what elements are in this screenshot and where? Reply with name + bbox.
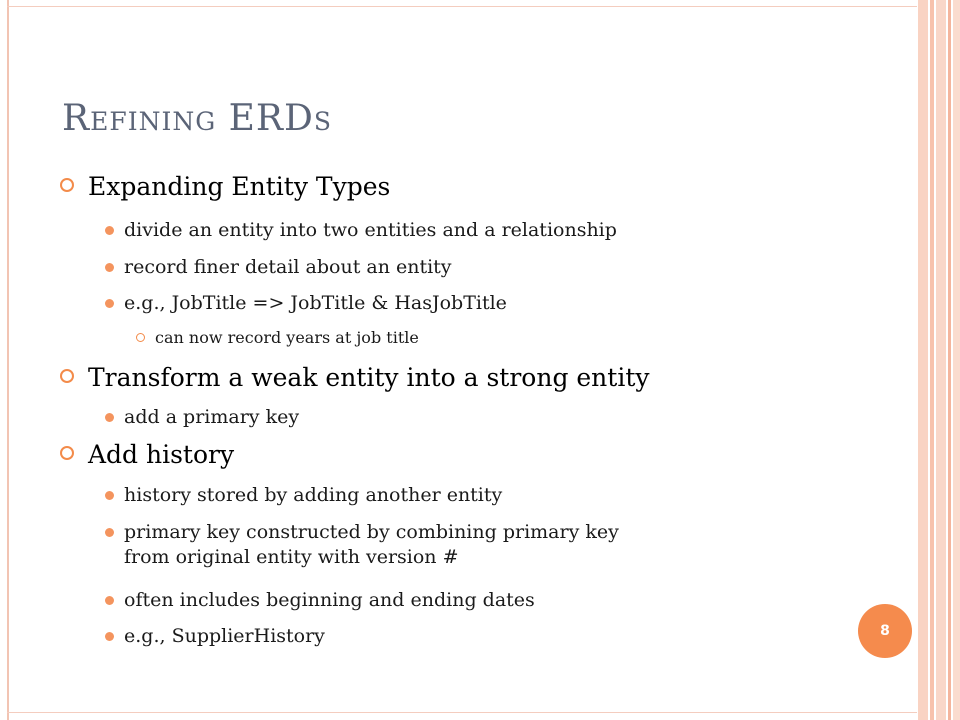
list-item-text: history stored by adding another entity — [124, 484, 503, 506]
ring-bullet-icon — [60, 369, 74, 383]
list-item — [124, 255, 452, 280]
list-item-text: often includes beginning and ending dates — [124, 589, 535, 611]
list-item-text-continued: from original entity with version # — [124, 546, 459, 568]
sub-list-item — [155, 328, 419, 347]
list-item — [124, 624, 325, 649]
decor-stripe — [948, 0, 951, 720]
decor-stripe — [918, 0, 928, 720]
section-heading-text: Expanding Entity Types — [88, 172, 391, 201]
dot-bullet-icon — [105, 632, 114, 641]
section-heading-text: Transform a weak entity into a strong entity — [88, 363, 650, 392]
decor-stripe — [953, 0, 960, 720]
dot-bullet-icon — [105, 226, 114, 235]
dot-bullet-icon — [105, 596, 114, 605]
dot-bullet-icon — [105, 528, 114, 537]
dot-bullet-icon — [105, 299, 114, 308]
dot-bullet-icon — [105, 413, 114, 422]
list-item-text: record finer detail about an entity — [124, 256, 452, 278]
section-heading — [88, 363, 650, 392]
slide-title: Refining ERDs — [62, 98, 332, 139]
list-item — [124, 483, 502, 508]
dot-bullet-icon — [105, 263, 114, 272]
decor-stripe — [936, 0, 946, 720]
list-item-text: e.g., JobTitle => JobTitle & HasJobTitle — [124, 292, 507, 314]
list-item-text: e.g., SupplierHistory — [124, 625, 325, 647]
list-item — [124, 218, 617, 243]
section-heading — [88, 172, 390, 201]
section-heading-text: Add history — [88, 440, 235, 469]
list-item-text: add a primary key — [124, 406, 300, 428]
ring-bullet-icon — [60, 178, 74, 192]
list-item — [124, 405, 299, 430]
list-item — [124, 520, 619, 570]
section-heading — [88, 440, 234, 469]
list-item — [124, 588, 535, 613]
decor-stripe — [930, 0, 934, 720]
dot-bullet-icon — [105, 491, 114, 500]
list-item-text: primary key constructed by combining primary key — [124, 521, 619, 543]
ring-bullet-icon — [60, 446, 74, 460]
list-item-text: divide an entity into two entities and a relationship — [124, 219, 617, 241]
sub-list-item-text: can now record years at job title — [155, 328, 419, 347]
page-number-badge: 8 — [858, 604, 912, 658]
list-item — [124, 291, 507, 316]
ring-bullet-icon — [136, 333, 145, 342]
